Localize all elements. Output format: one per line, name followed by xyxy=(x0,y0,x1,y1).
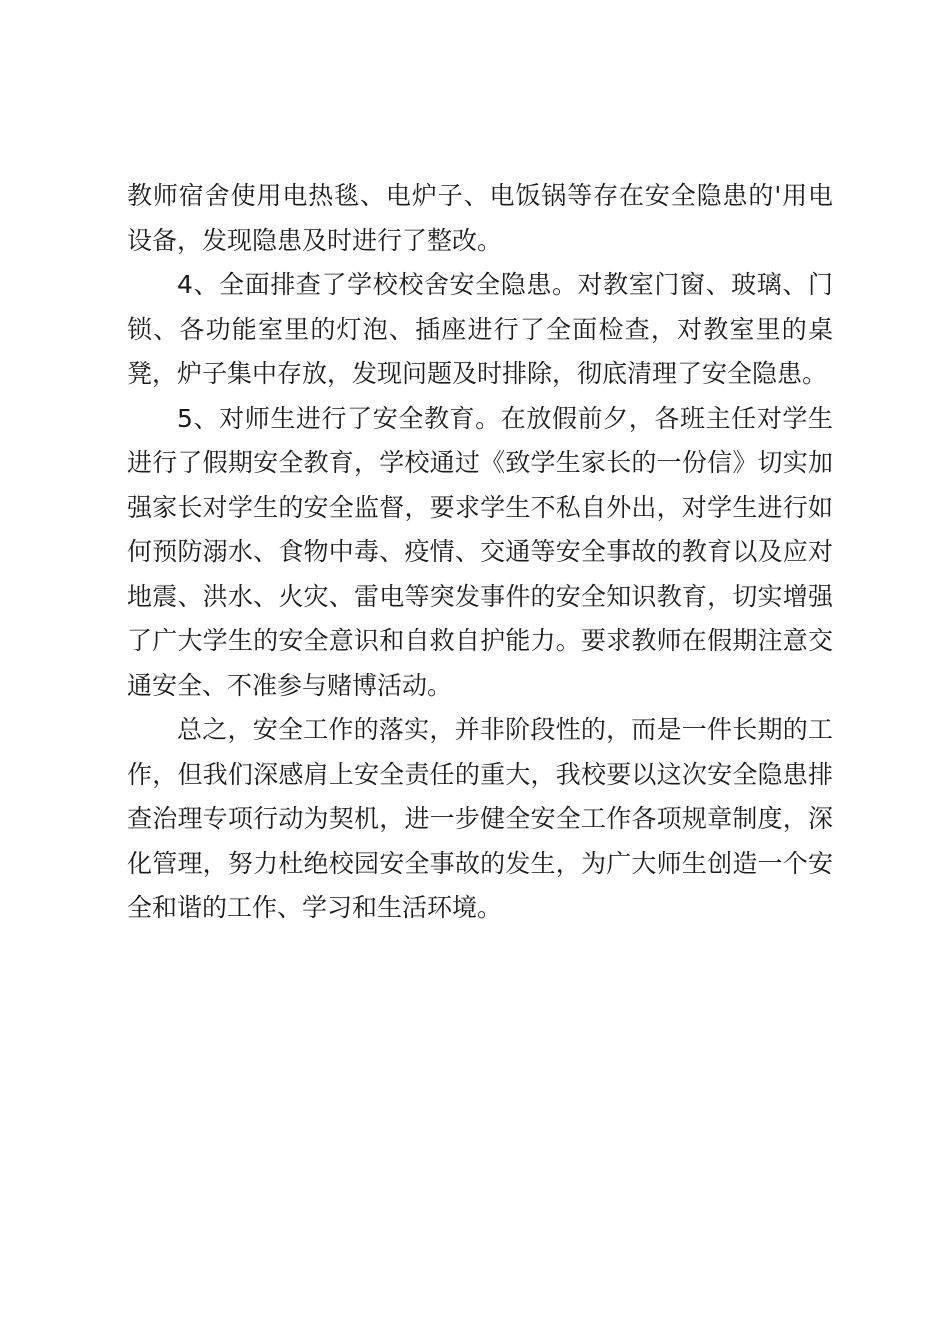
body-text xyxy=(127,174,833,931)
paragraph-item-4: 4、全面排查了学校校舍安全隐患。对教室门窗、玻璃、门锁、各功能室里的灯泡、插座进行了全面检查，对教室里的桌凳，炉子集中存放，发现问题及时排除，彻底清理了安全隐患。 xyxy=(127,270,833,388)
paragraph-item-5: 5、对师生进行了安全教育。在放假前夕，各班主任对学生进行了假期安全教育，学校通过《致学生家长的一份信》切实加强家长对学生的安全监督，要求学生不私自外出，对学生进行如何预防溺水、食物中毒、疫情、交通等安全事故的教育以及应对地震、洪水、火灾、雷电等突发事件的安全知识教育，切实增强了广大学生的安全意识和自救自护能力。要求教师在假期注意交通安全、不准参与赌博活动。 xyxy=(127,403,833,700)
paragraph-continuation: 教师宿舍使用电热毯、电炉子、电饭锅等存在安全隐患的'用电设备，发现隐患及时进行了整改。 xyxy=(127,181,833,255)
paragraph-conclusion: 总之，安全工作的落实，并非阶段性的，而是一件长期的工作，但我们深感肩上安全责任的重大，我校要以这次安全隐患排查治理专项行动为契机，进一步健全安全工作各项规章制度，深化管理，努力杜绝校园安全事故的发生，为广大师生创造一个安全和谐的工作、学习和生活环境。 xyxy=(127,715,833,922)
